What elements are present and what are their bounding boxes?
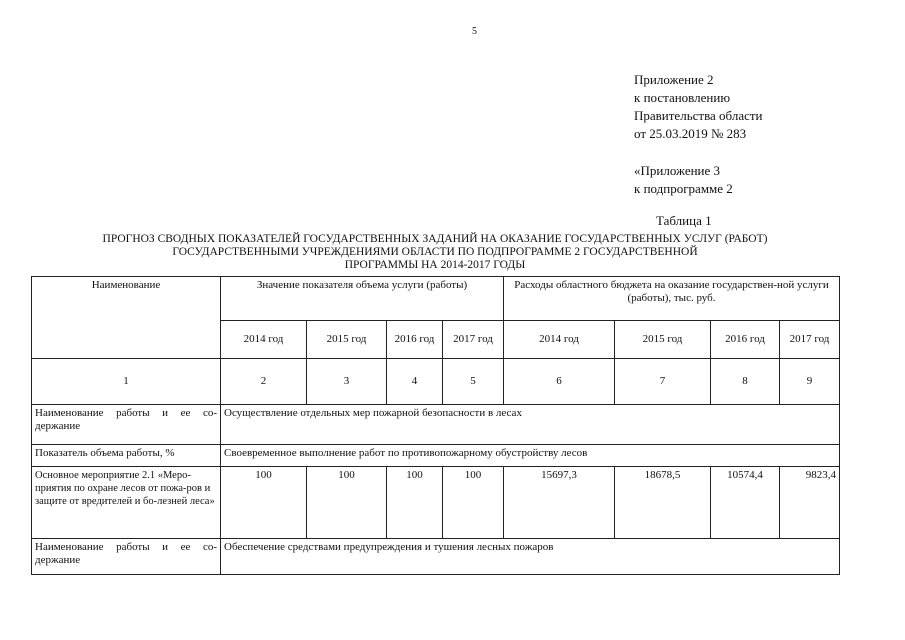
year-header: 2015 год [615,321,711,359]
column-number: 1 [32,359,221,405]
title-line: ГОСУДАРСТВЕННЫМИ УЧРЕЖДЕНИЯМИ ОБЛАСТИ ПО ПОДПРОГРАММЕ 2 ГОСУДАРСТВЕННОЙ [172,246,698,258]
value-cell: 15697,3 [504,467,615,539]
year-header: 2016 год [711,321,780,359]
value-cell: 100 [307,467,387,539]
column-number: 7 [615,359,711,405]
year-header: 2014 год [221,321,307,359]
appendix-line: Приложение 2 [634,72,714,87]
column-number: 3 [307,359,387,405]
row-value: Своевременное выполнение работ по противопожарному обустройству лесов [221,445,840,467]
row-label: Показатель объема работы, % [32,445,221,467]
title-line: ПРОГНОЗ СВОДНЫХ ПОКАЗАТЕЛЕЙ ГОСУДАРСТВЕННЫХ ЗАДАНИЙ НА ОКАЗАНИЕ ГОСУДАРСТВЕННЫХ УСЛУГ (РАБОТ) [102,233,768,245]
value-cell: 100 [443,467,504,539]
value-cell: 10574,4 [711,467,780,539]
row-label: Основное мероприятие 2.1 «Меро-приятия по охране лесов от пожа-ров и защите от вредителей и бо-лезней леса» [32,467,221,539]
page-number: 5 [472,26,477,37]
value-cell: 9823,4 [780,467,840,539]
column-number: 6 [504,359,615,405]
year-header: 2017 год [780,321,840,359]
year-header: 2016 год [387,321,443,359]
appendix-block [634,71,763,143]
row-value: Обеспечение средствами предупреждения и тушения лесных пожаров [221,539,840,575]
appendix-line: от 25.03.2019 № 283 [634,126,747,141]
year-header: 2014 год [504,321,615,359]
appendix-line: Правительства области [634,108,763,123]
row-value: Осуществление отдельных мер пожарной безопасности в лесах [221,405,840,445]
column-number: 4 [387,359,443,405]
forecast-table [31,276,840,575]
value-cell: 100 [387,467,443,539]
appendix-line: к подпрограмме 2 [634,181,733,196]
column-number: 8 [711,359,780,405]
header-volume: Значение показателя объема услуги (работы) [221,277,504,321]
column-number: 2 [221,359,307,405]
appendix-line: «Приложение 3 [634,163,721,178]
appendix-line: к постановлению [634,90,731,105]
year-header: 2017 год [443,321,504,359]
row-label: Наименование работы и ее со-держание [32,539,221,575]
header-name: Наименование [32,277,221,359]
appendix-block-2 [634,162,733,198]
table-number: Таблица 1 [656,213,712,228]
column-number: 9 [780,359,840,405]
year-header: 2015 год [307,321,387,359]
value-cell: 18678,5 [615,467,711,539]
title-line: ПРОГРАММЫ НА 2014-2017 ГОДЫ [344,259,526,271]
document-title [40,233,830,272]
value-cell: 100 [221,467,307,539]
row-label: Наименование работы и ее со-держание [32,405,221,445]
header-expenses: Расходы областного бюджета на оказание государствен-ной услуги (работы), тыс. руб. [504,277,840,321]
column-number: 5 [443,359,504,405]
